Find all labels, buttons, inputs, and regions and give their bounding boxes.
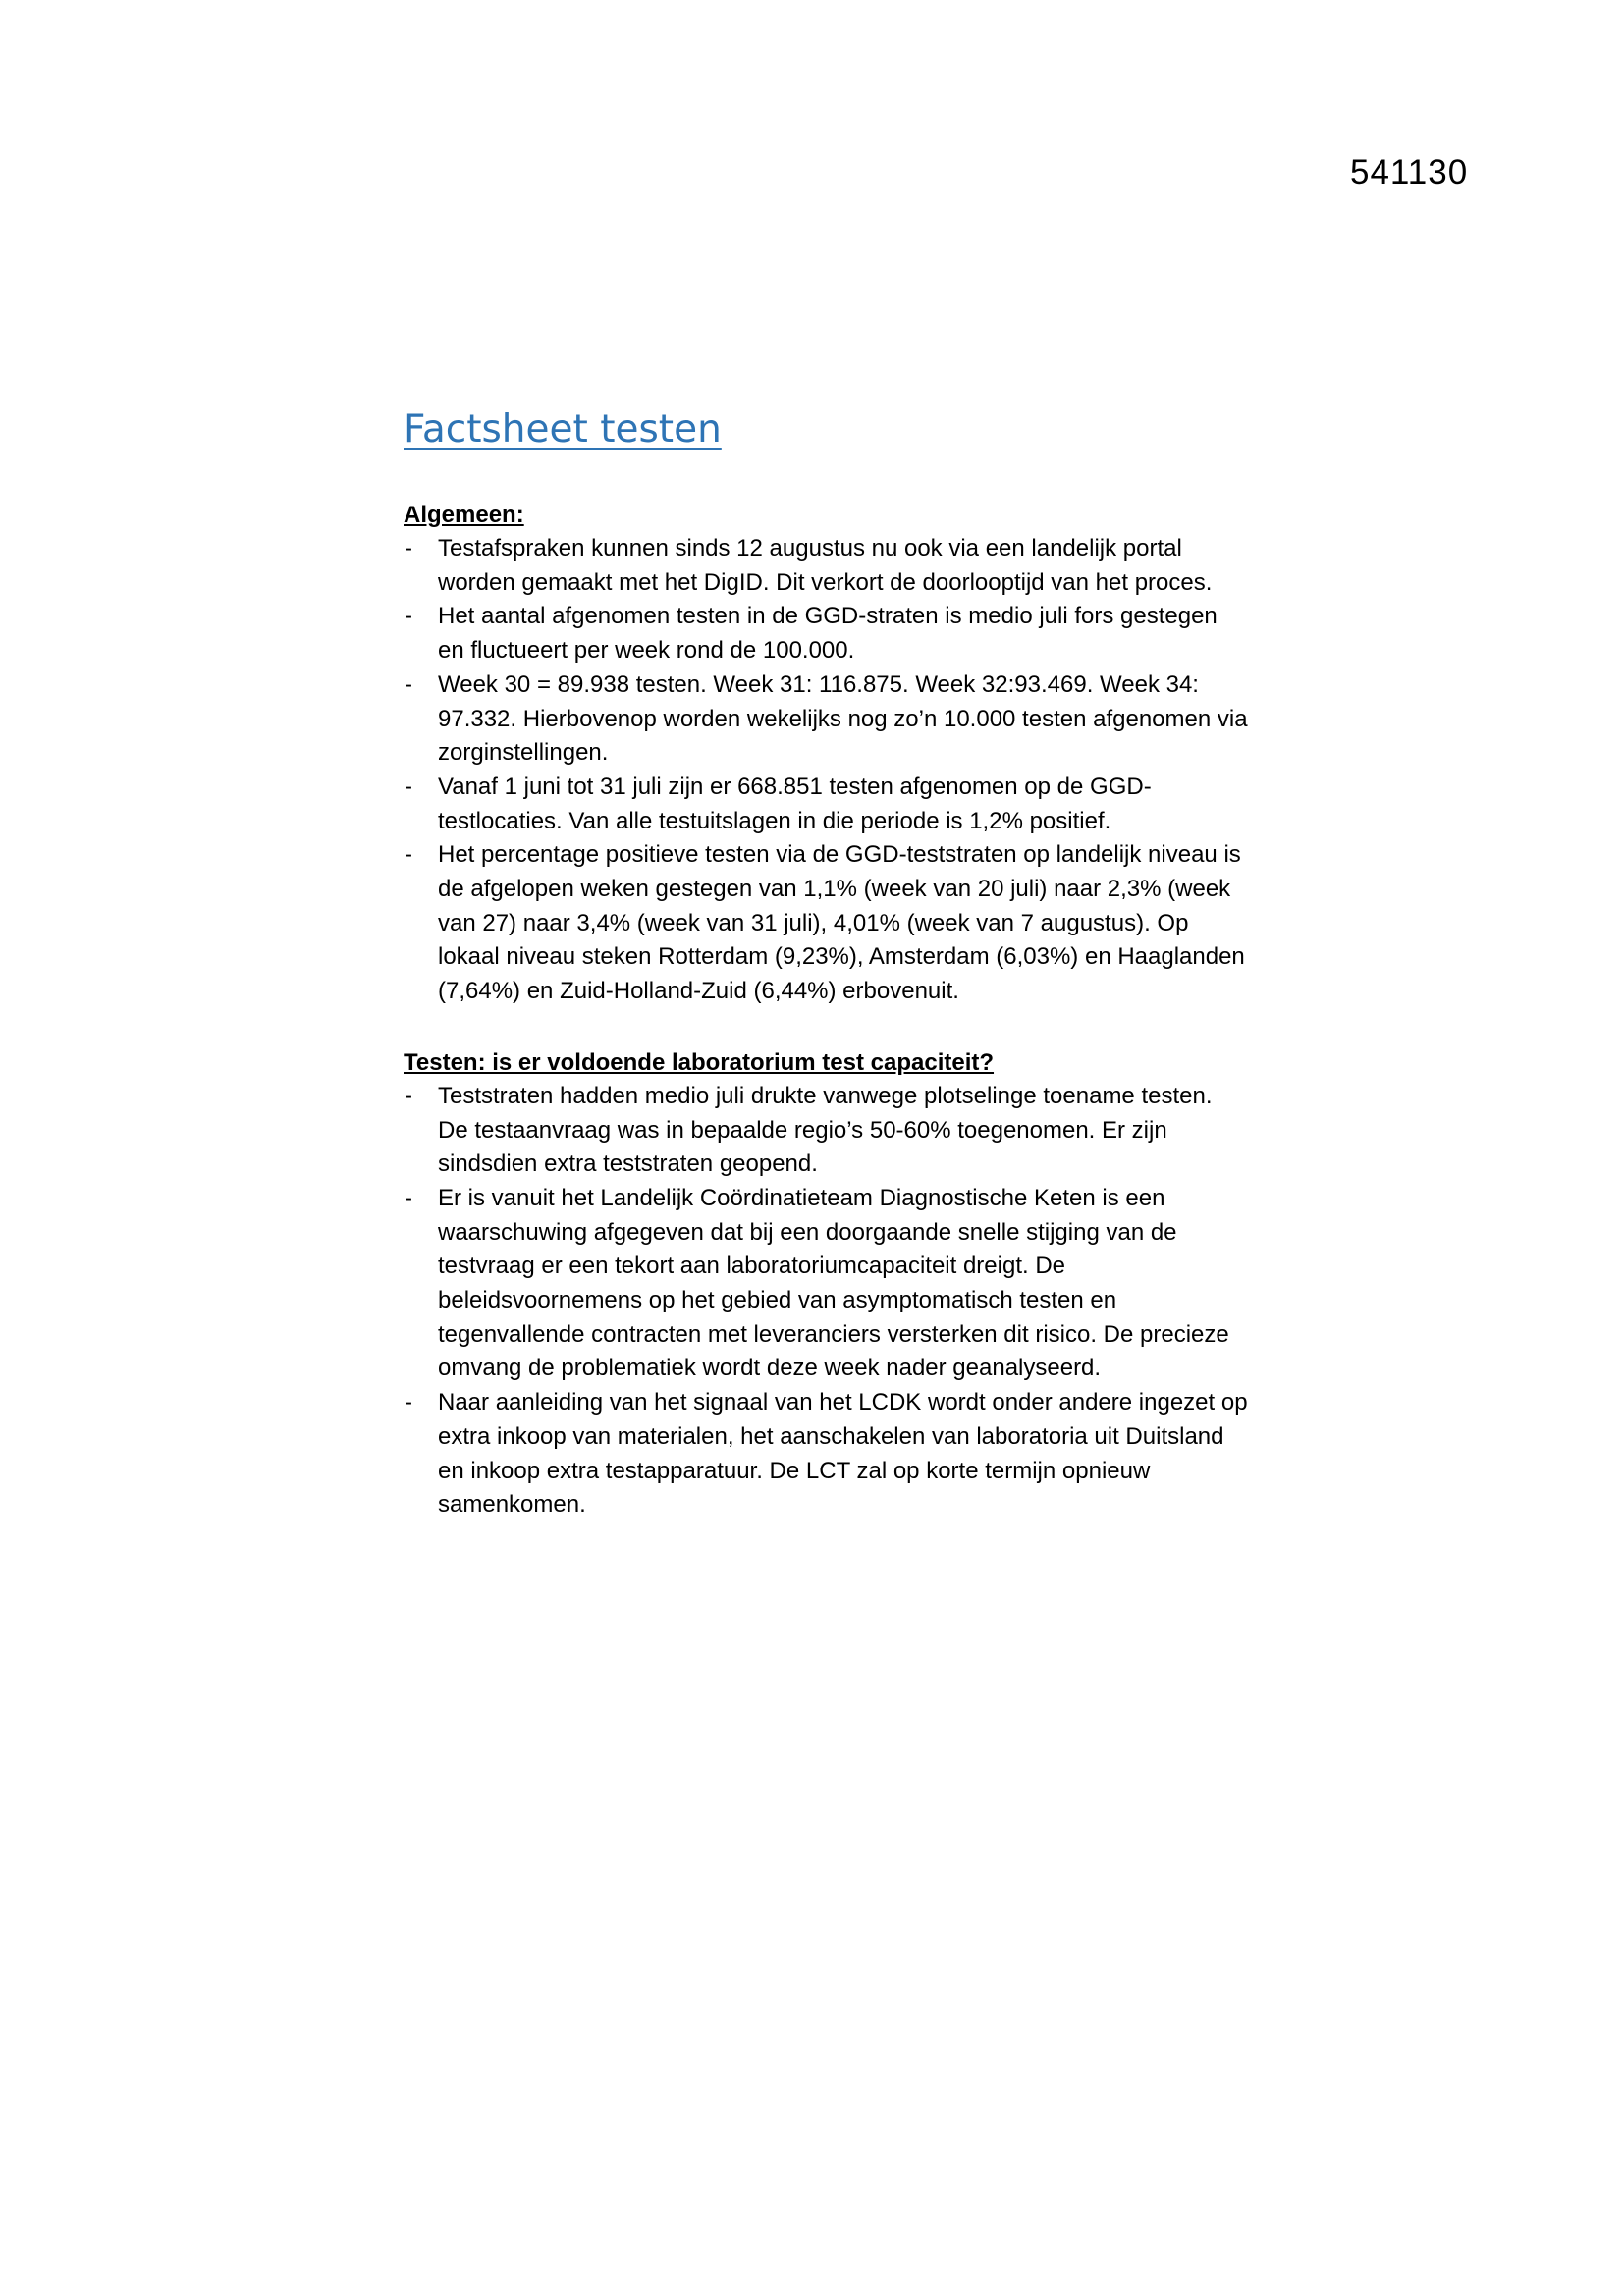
section-algemeen <box>404 499 1248 1009</box>
bullet-dash: - <box>405 603 412 630</box>
list-item <box>404 1080 1248 1182</box>
section-heading: Algemeen: <box>404 502 524 528</box>
document-title: Factsheet testen <box>404 407 722 452</box>
list-item-text: Het aantal afgenomen testen in de GGD-straten is medio juli fors gestegen en fluctueert per week rond de 100.000. <box>438 603 1218 665</box>
list-item-text: Week 30 = 89.938 testen. Week 31: 116.875. Week 32:93.469. Week 34: 97.332. Hierbovenop worden wekelijks nog zo’n 10.000 testen afgenomen via zorginstellingen. <box>438 670 1248 767</box>
list-item <box>404 668 1248 771</box>
bullet-list <box>404 1080 1248 1522</box>
document-reference-number: 541130 <box>1350 153 1469 191</box>
list-item <box>404 1182 1248 1386</box>
bullet-dash: - <box>405 670 412 698</box>
bullet-dash: - <box>405 535 412 561</box>
list-item <box>404 1386 1248 1522</box>
bullet-dash: - <box>405 841 412 869</box>
bullet-list <box>404 532 1248 1009</box>
list-item-text: Vanaf 1 juni tot 31 juli zijn er 668.851 testen afgenomen op de GGD-testlocaties. Van alle testuitslagen in die periode is 1,2% positief. <box>438 773 1152 834</box>
section-spacer <box>404 1009 1248 1046</box>
list-item-text: Testafspraken kunnen sinds 12 augustus nu ook via een landelijk portal worden gemaakt met het DigID. Dit verkort de doorlooptijd van het proces. <box>438 535 1213 596</box>
list-item-text: Teststraten hadden medio juli drukte vanwege plotselinge toename testen. De testaanvraag was in bepaalde regio’s 50-60% toegenomen. Er zijn sindsdien extra teststraten geopend. <box>438 1082 1213 1178</box>
section-testcapaciteit <box>404 1046 1248 1522</box>
list-item <box>404 838 1248 1009</box>
bullet-dash: - <box>405 1082 412 1109</box>
list-item <box>404 771 1248 838</box>
list-item-text: Naar aanleiding van het signaal van het LCDK wordt onder andere ingezet op extra inkoop van materialen, het aanschakelen van laboratoria uit Duitsland en inkoop extra testapparatuur. De LCT zal op korte termijn opnieuw samenkomen. <box>438 1389 1248 1519</box>
bullet-dash: - <box>405 773 412 800</box>
list-item-text: Er is vanuit het Landelijk Coördinatieteam Diagnostische Keten is een waarschuwing afgegeven dat bij een doorgaande snelle stijging van de testvraag er een tekort aan laboratoriumcapaciteit dreigt. De beleidsvoornemens op het gebied van asymptomatisch testen en tegenvallende contracten met leveranciers versterken dit risico. De precieze omvang de problematiek wordt deze week nader geanalyseerd. <box>438 1184 1229 1382</box>
list-item-text: Het percentage positieve testen via de GGD-teststraten op landelijk niveau is de afgelopen weken gestegen van 1,1% (week van 20 juli) naar 2,3% (week van 27) naar 3,4% (week van 31 juli), 4,01% (week van 7 augustus). Op lokaal niveau steken Rotterdam (9,23%), Amsterdam (6,03%) en Haaglanden (7,64%) en Zuid-Holland-Zuid (6,44%) erbovenuit. <box>438 841 1245 1005</box>
section-heading: Testen: is er voldoende laboratorium test capaciteit? <box>404 1048 995 1076</box>
list-item <box>404 532 1248 600</box>
document-body <box>404 406 1248 1522</box>
bullet-dash: - <box>405 1389 412 1416</box>
list-item <box>404 600 1248 667</box>
bullet-dash: - <box>405 1184 412 1211</box>
